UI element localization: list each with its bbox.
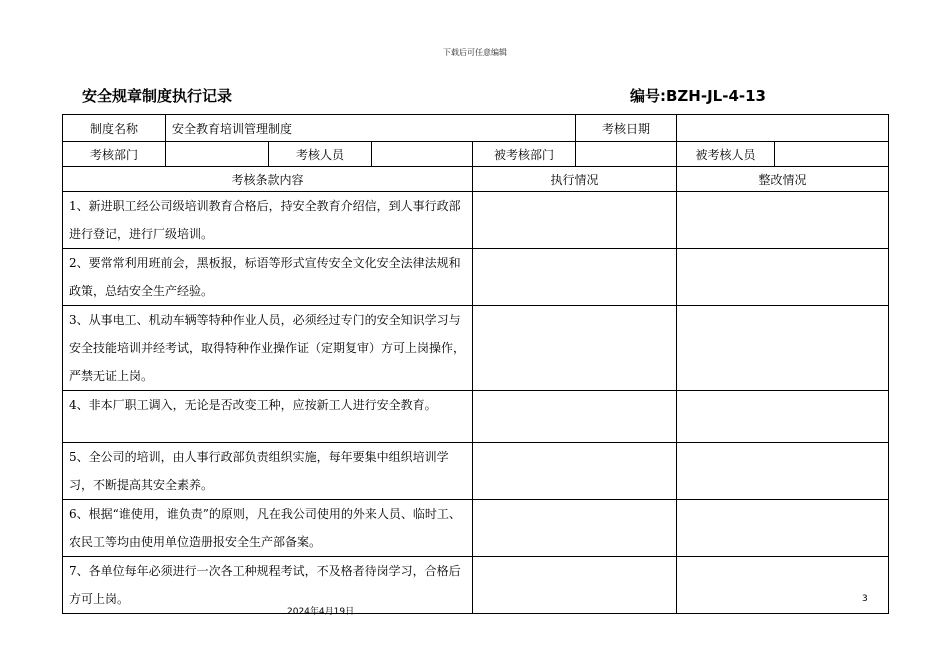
assessment-item-5: 5、全公司的培训，由人事行政部负责组织实施，每年要集中组织培训学习，不断提高其安全素养。 <box>63 443 473 500</box>
assessing-dept-label: 考核部门 <box>63 142 166 167</box>
page-number: 3 <box>862 594 868 604</box>
table-row <box>63 306 889 391</box>
table-row <box>63 391 889 443</box>
assessment-item-3: 3、从事电工、机动车辆等特种作业人员，必须经过专门的安全知识学习与安全技能培训并经考试，取得特种作业操作证（定期复审）方可上岗操作，严禁无证上岗。 <box>63 306 473 391</box>
assessment-item-1: 1、新进职工经公司级培训教育合格后，持安全教育介绍信，到人事行政部进行登记，进行厂级培训。 <box>63 192 473 249</box>
execution-cell[interactable] <box>473 500 677 557</box>
rectification-cell[interactable] <box>677 192 889 249</box>
table-row <box>63 443 889 500</box>
footer-date: 2024年4月19日 <box>287 607 355 617</box>
column-header-execution: 执行情况 <box>473 167 677 192</box>
rectification-cell[interactable] <box>677 557 889 614</box>
table-header-row <box>63 167 889 192</box>
rectification-cell[interactable] <box>677 443 889 500</box>
assessor-label: 考核人员 <box>269 142 372 167</box>
regulation-name-label: 制度名称 <box>63 115 166 142</box>
table-row <box>63 142 889 167</box>
column-header-rectification: 整改情况 <box>677 167 889 192</box>
assessment-item-4: 4、非本厂职工调入，无论是否改变工种，应按新工人进行安全教育。 <box>63 391 473 443</box>
assessed-person-value[interactable] <box>775 142 889 167</box>
rectification-cell[interactable] <box>677 249 889 306</box>
execution-cell[interactable] <box>473 249 677 306</box>
assessment-item-6: 6、根据“谁使用，谁负责”的原则，凡在我公司使用的外来人员、临时工、农民工等均由使用单位造册报安全生产部备案。 <box>63 500 473 557</box>
header-note: 下载后可任意编辑 <box>443 48 507 57</box>
table-row <box>63 557 889 614</box>
assessment-item-2: 2、要常常利用班前会，黑板报，标语等形式宣传安全文化安全法律法规和政策，总结安全生产经验。 <box>63 249 473 306</box>
table-row <box>63 500 889 557</box>
document-title: 安全规章制度执行记录 <box>82 87 233 105</box>
record-table <box>62 114 889 614</box>
execution-cell[interactable] <box>473 391 677 443</box>
table-row <box>63 249 889 306</box>
column-header-content: 考核条款内容 <box>63 167 473 192</box>
rectification-cell[interactable] <box>677 306 889 391</box>
rectification-cell[interactable] <box>677 500 889 557</box>
execution-cell[interactable] <box>473 192 677 249</box>
table-row <box>63 115 889 142</box>
execution-cell[interactable] <box>473 557 677 614</box>
assessing-dept-value[interactable] <box>166 142 269 167</box>
assessed-person-label: 被考核人员 <box>677 142 775 167</box>
assessed-dept-value[interactable] <box>576 142 677 167</box>
rectification-cell[interactable] <box>677 391 889 443</box>
assessment-date-value[interactable] <box>677 115 889 142</box>
regulation-name-value[interactable]: 安全教育培训管理制度 <box>166 115 576 142</box>
assessed-dept-label: 被考核部门 <box>473 142 576 167</box>
table-row <box>63 192 889 249</box>
execution-cell[interactable] <box>473 306 677 391</box>
assessment-date-label: 考核日期 <box>576 115 677 142</box>
assessor-value[interactable] <box>372 142 473 167</box>
assessment-item-7: 7、各单位每年必须进行一次各工种规程考试，不及格者待岗学习，合格后方可上岗。 <box>63 557 473 614</box>
document-number: 编号:BZH-JL-4-13 <box>630 87 766 105</box>
execution-cell[interactable] <box>473 443 677 500</box>
